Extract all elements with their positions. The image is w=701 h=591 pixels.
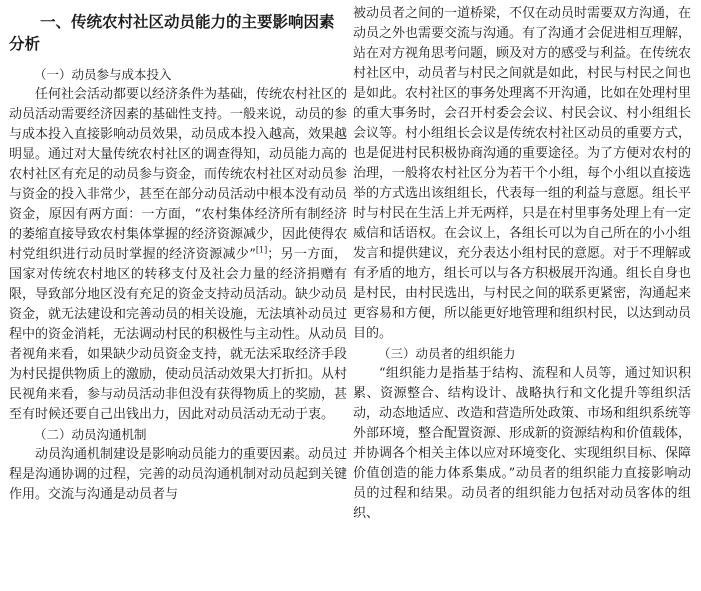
paragraph-communication-cont: 被动员者之间的一道桥梁，不仅在动员时需要双方沟通，在动员之外也需要交流与沟通。有了沟通才会促进相互理解，站在对方视角思考问题，顾及对方的感受与利益。在传统农村社区中，动员者与村民之间就是如此，村民与村民之间也是如此。农村社区的事务处理离不开沟通，比如在处理村里的重大事务时，会召开村委会会议、村民会议、村小组组长会议等。村小组组长会议是传统农村社区动员的重要方式，也是促进村民积极协商沟通的重要途径。为了方便对农村的治理，一般将农村社区分为若干个小组，每个小组以直接选举的方式选出该组组长，代表每一组的利益与意愿。组长平时与村民在生活上并无两样，只是在村里事务处理上有一定威信和话语权。在会议上，各组长可以为自己所在的小小组发言和提供建议，充分表达小组村民的意愿。对于不理解或有矛盾的地方，组长可以与各方积极展开沟通。组长自身也是村民，由村民选出，与村民之间的联系更紧密，沟通起来更容易和方便，所以能更好地管理和组织村民，以达到动员目的。 [353, 6, 692, 341]
paragraph-cost [9, 85, 347, 425]
paragraph-cost-text-a: 任何社会活动都要以经济条件为基础，传统农村社区的动员活动需要经济因素的基础性支持。一般来说，动员的参与成本投入直接影响动员效果，动员成本投入越高，效果越明显。通过对大量传统农村社区的调查得知，动员能力高的农村社区有充足的动员参与资金，而传统农村社区对动员参与资金的投入非常少，甚至在部分动员活动中根本没有动员资金，原因有两方面：一方面，“农村集体经济所有制经济的萎缩直接导致农村集体掌握的经济资源减少，因此使得农村党组织进行动员时掌握的经济资源减少” [9, 87, 348, 262]
subsection-heading-cost: （一）动员参与成本投入 [34, 67, 172, 82]
section-heading: 一、传统农村社区动员能力的主要影响因素分析 [9, 13, 335, 53]
citation-ref: [1] [255, 245, 268, 255]
paragraph-organization: “组织能力是指基于结构、流程和人员等，通过知识积累、资源整合、结构设计、战略执行和文化提升等组织活动，动态地适应、改造和营造所处政策、市场和组织系统等外部环境，整合配置资源、形成新的资源结构和价值载体，并协调各个相关主体以应对环境变化、实现组织目标、保障价值创造的能力体系集成。”动员者的组织能力直接影响动员的过程和结果。动员者的组织能力包括对动员客体的组织、 [353, 366, 692, 521]
paragraph-communication-start: 动员沟通机制建设是影响动员能力的重要因素。动员过程是沟通协调的过程，完善的动员沟通机制对动员起到关键作用。交流与沟通是动员者与 [9, 447, 348, 502]
left-column [9, 0, 347, 505]
right-column [353, 0, 691, 524]
subsection-heading-organization: （三）动员者的组织能力 [378, 346, 516, 361]
paragraph-cost-text-b: ；另一方面，国家对传统农村地区的转移支付及社会力量的经济捐赠有限，导致部分地区没有充足的资金支持动员活动。缺少动员资金，就无法建设和完善动员的相关设施，无法填补动员过程中的资金消耗，无法调动村民的积极性与主动性。从动员者视角来看，如果缺少动员资金支持，就无法采取经济手段为村民提供物质上的激励，使动员活动效果大打折扣。从村民视角来看，参与动员活动非但没有获得物质上的奖励，甚至有时候还要自己出钱出力，因此对动员活动无动于衷。 [9, 247, 348, 422]
subsection-heading-communication: （二）动员沟通机制 [34, 427, 147, 442]
